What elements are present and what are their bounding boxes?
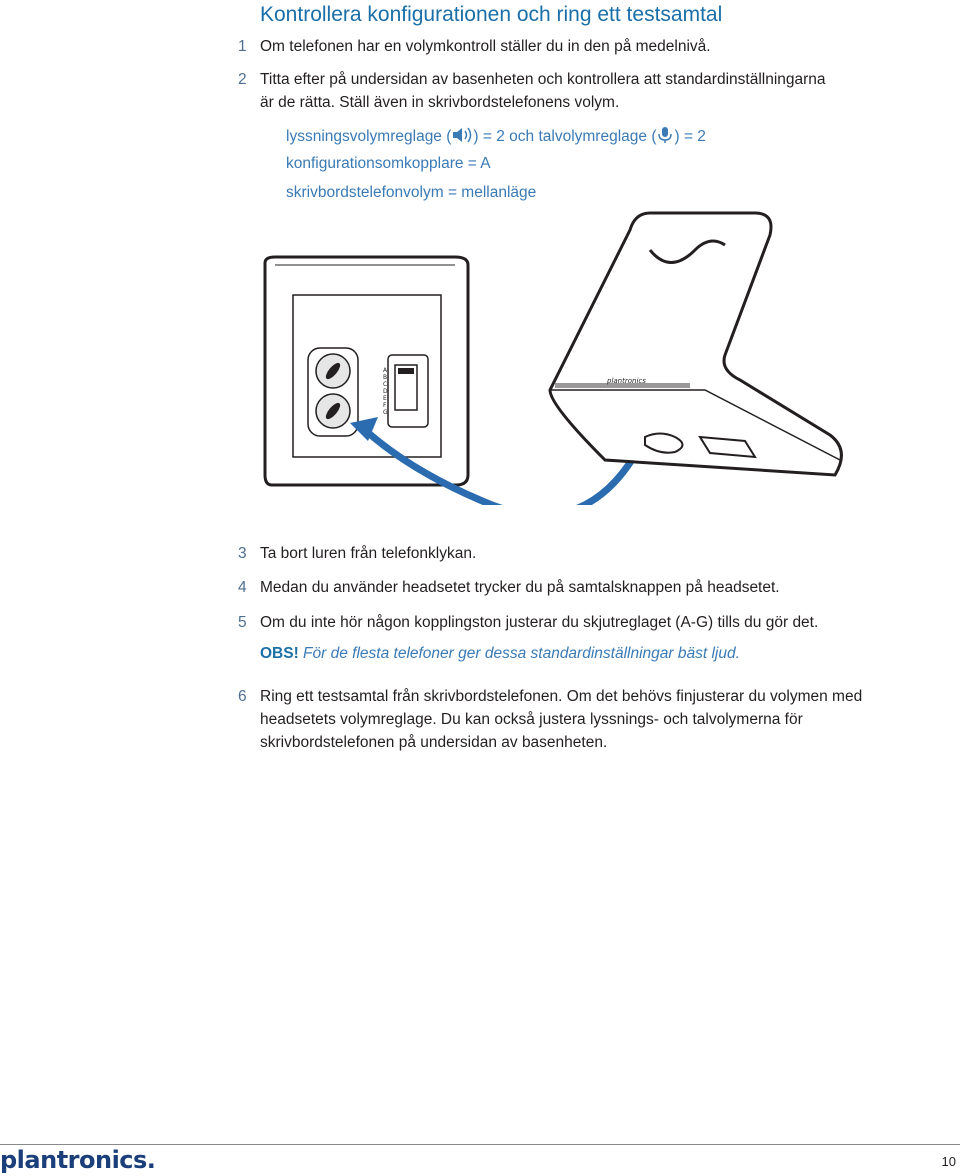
page-number: 10: [941, 1154, 956, 1169]
base-unit-tilted: [550, 213, 841, 475]
setting-config-switch: konfigurationsomkopplare = A: [286, 155, 491, 172]
step-text: Om telefonen har en volymkontroll ställer du in den på medelnivå.: [260, 38, 711, 55]
note-label: OBS!: [260, 645, 299, 662]
setting-volume-controls: [286, 126, 706, 149]
step-text: Ta bort luren från telefonklykan.: [260, 545, 477, 562]
setting-desk-phone-volume: skrivbordstelefonvolym = mellanläge: [286, 184, 537, 201]
step-number: 4: [238, 579, 247, 596]
step-text: Medan du använder headsetet trycker du på samtalsknappen på headsetet.: [260, 579, 780, 596]
switch-letter: C: [383, 381, 388, 388]
step-number: 2: [238, 71, 247, 88]
note-text: För de flesta telefoner ger dessa standardinställningar bäst ljud.: [298, 645, 740, 662]
step-number: 1: [238, 38, 247, 55]
speaker-icon: [451, 126, 473, 149]
step-number: 6: [238, 688, 247, 705]
base-brand-label: plantronics: [607, 377, 646, 385]
footer-divider: [0, 1144, 960, 1145]
step-text: Ring ett testsamtal från skrivbordstelefonen. Om det behövs finjusterar du volymen med headsetets volymreglage. Du kan också justera lyssnings- och talvolymerna för skrivbordstelefonen på undersidan av basenheten.: [260, 688, 863, 751]
page-title: Kontrollera konfigurationen och ring ett testsamtal: [260, 3, 723, 26]
base-unit-illustration: [250, 205, 860, 505]
switch-letter: A: [383, 367, 388, 374]
note: [260, 645, 740, 663]
switch-letter: G: [383, 409, 388, 416]
microphone-icon: [656, 126, 674, 149]
switch-letter: B: [383, 374, 388, 381]
setting-text: ) = 2 och talvolymreglage (: [473, 128, 657, 145]
footer-logo: plantronics.: [0, 1146, 156, 1174]
step-number: 5: [238, 614, 247, 631]
base-bottom-panel: [265, 257, 468, 485]
switch-letter: E: [383, 395, 387, 402]
step-number: 3: [238, 545, 247, 562]
switch-letter: D: [383, 388, 388, 395]
setting-text: ) = 2: [674, 128, 706, 145]
step-text: Om du inte hör någon kopplingston justerar du skjutreglaget (A-G) tills du gör det.: [260, 614, 819, 631]
switch-letter: F: [383, 402, 387, 409]
step-text: Titta efter på undersidan av basenheten och kontrollera att standardinställningarna är de rätta. Ställ även in skrivbordstelefonens volym.: [260, 71, 826, 111]
setting-text: lyssningsvolymreglage (: [286, 128, 452, 145]
